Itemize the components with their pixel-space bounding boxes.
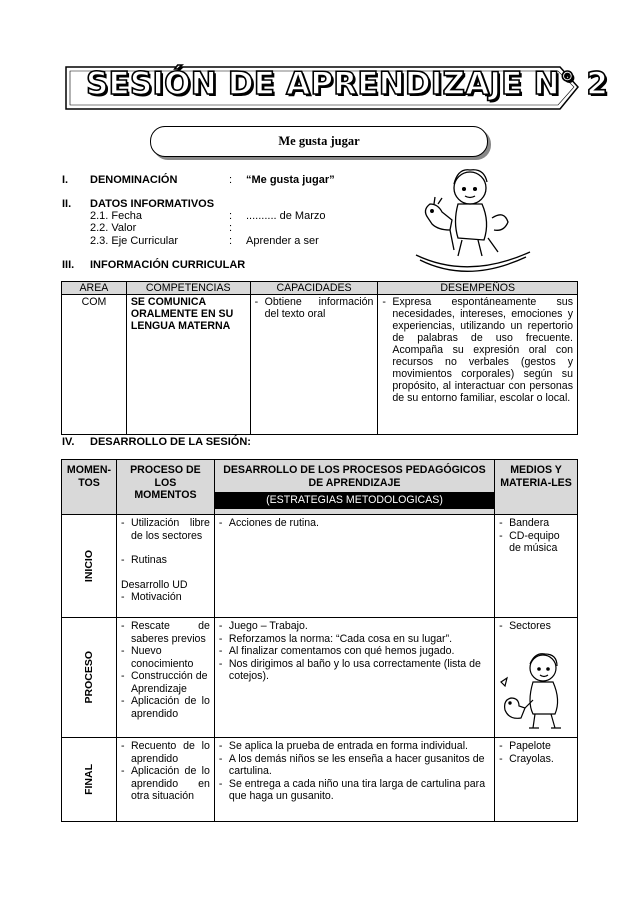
momento-inicio-label: INICIO: [82, 549, 95, 583]
momento-proceso-label: PROCESO: [82, 651, 95, 704]
medio-inicio-item-1: - Bandera: [499, 517, 573, 530]
desarrollo-final-item-2: - A los demás niños se les enseña a hacer gusanitos de cartulina.: [219, 753, 490, 778]
medios-final-cell: [495, 738, 578, 822]
proceso-inicio-item-2: - Rutinas: [121, 554, 210, 567]
fecha-label: 2.1. Fecha: [90, 210, 142, 222]
proceso-final-item-2: - Aplicación de lo aprendido en otra situación: [121, 765, 210, 803]
momento-final-cell: [62, 738, 117, 822]
eje-curricular-value: Aprender a ser: [246, 235, 319, 247]
desarrollo-proceso-item-1: - Juego – Trabajo.: [219, 620, 490, 633]
curricular-table: [61, 281, 578, 435]
eje-curricular-colon: :: [229, 235, 233, 247]
medios-inicio-cell: [495, 515, 578, 618]
valor-label: 2.2. Valor: [90, 222, 137, 234]
momentos-header: MOMEN-TOS: [62, 460, 117, 515]
desarrollo-proceso-item-3: - Al finalizar comentamos con qué hemos jugado.: [219, 645, 490, 658]
page-title: SESIÓN DE APRENDIZAJE N° 2: [86, 66, 609, 102]
child-duck-image: [499, 648, 573, 734]
momento-inicio-cell: [62, 515, 117, 618]
medio-inicio-item-2: - CD-equipo de música: [499, 530, 573, 555]
area-header: AREA: [62, 282, 127, 295]
desarrollo-proceso-item-2: - Reforzamos la norma: “Cada cosa en su lugar”.: [219, 633, 490, 646]
medios-proceso-cell: [495, 618, 578, 738]
section-iv-number: IV.: [62, 436, 75, 448]
proceso-final-cell: [116, 738, 214, 822]
fecha-colon: :: [229, 210, 233, 222]
desarrollo-proceso-cell: [214, 618, 494, 738]
area-cell: COM: [62, 295, 127, 435]
medio-final-item-2: - Crayolas.: [499, 753, 573, 766]
proceso-proceso-item-3: - Construcción de Aprendizaje: [121, 670, 210, 695]
section-i-label: DENOMINACIÓN: [90, 174, 178, 186]
desarrollo-header: [214, 460, 494, 515]
competencias-header: COMPETENCIAS: [126, 282, 250, 295]
denominacion-value: “Me gusta jugar”: [246, 174, 335, 186]
desarrollo-inicio-item: - Acciones de rutina.: [219, 517, 490, 530]
desarrollo-proceso-item-4: - Nos dirigimos al baño y lo usa correctamente (lista de cotejos).: [219, 658, 490, 683]
section-ii-number: II.: [62, 198, 72, 210]
medio-proceso-item-1: - Sectores: [499, 620, 573, 633]
proceso-final-item-1: - Recuento de lo aprendido: [121, 740, 210, 765]
fecha-value: .......... de Marzo: [246, 210, 326, 222]
session-subtitle: Me gusta jugar: [150, 126, 488, 157]
proceso-proceso-item-4: - Aplicación de lo aprendido: [121, 695, 210, 720]
desarrollo-final-item-3: - Se entrega a cada niño una tira larga de cartulina para que haga un gusanito.: [219, 778, 490, 803]
section-ii-label: DATOS INFORMATIVOS: [90, 198, 215, 210]
capacidades-cell: [250, 295, 378, 435]
section-i-number: I.: [62, 174, 69, 186]
proceso-inicio-note: Desarrollo UD: [120, 578, 188, 591]
section-i-colon: :: [229, 174, 233, 186]
competencias-cell: SE COMUNICA ORALMENTE EN SU LENGUA MATERNA: [126, 295, 250, 435]
desempeno-item: - Expresa espontáneamente sus necesidades, intereses, emociones y experiencias, utilizando un repertorio de palabras de uso frecuente. Acompaña su expresión oral con recursos no verbales (gestos y movimientos corporales) según su propósito, al interactuar con personas de su entorno familiar, escolar o local.: [382, 296, 573, 404]
desarrollo-final-item-1: - Se aplica la prueba de entrada en forma individual.: [219, 740, 490, 753]
valor-colon: :: [229, 222, 233, 234]
section-iii-number: III.: [62, 259, 75, 271]
proceso-header: PROCESO DE LOS MOMENTOS: [116, 460, 214, 515]
capacidades-header: CAPACIDADES: [250, 282, 378, 295]
medios-header: MEDIOS Y MATERIA-LES: [495, 460, 578, 515]
estrategias-header: (ESTRATEGIAS METODOLOGICAS): [215, 492, 494, 509]
medio-final-item-1: - Papelote: [499, 740, 573, 753]
capacidad-item: - Obtiene información del texto oral: [255, 296, 374, 320]
desarrollo-inicio-cell: [214, 515, 494, 618]
eje-curricular-label: 2.3. Eje Curricular: [90, 235, 179, 247]
proceso-inicio-item-3: - Motivación: [121, 591, 210, 604]
proceso-inicio-cell: [116, 515, 214, 618]
desempenos-header: DESEMPEÑOS: [378, 282, 578, 295]
section-iii-label: INFORMACIÓN CURRICULAR: [90, 259, 246, 271]
section-iv-label: DESARROLLO DE LA SESIÓN:: [90, 436, 251, 448]
proceso-proceso-item-1: - Rescate de saberes previos: [121, 620, 210, 645]
desarrollo-final-cell: [214, 738, 494, 822]
proceso-proceso-cell: [116, 618, 214, 738]
proceso-proceso-item-2: - Nuevo conocimiento: [121, 645, 210, 670]
desarrollo-header-text: DESARROLLO DE LOS PROCESOS PEDAGÓGICOS DE APRENDIZAJE: [223, 464, 486, 489]
momento-proceso-cell: [62, 618, 117, 738]
proceso-inicio-item-1: - Utilización libre de los sectores: [121, 517, 210, 542]
session-table: [61, 459, 578, 822]
momento-final-label: FINAL: [82, 764, 95, 795]
child-rocking-horse-image: [408, 160, 538, 275]
desempenos-cell: [378, 295, 578, 435]
